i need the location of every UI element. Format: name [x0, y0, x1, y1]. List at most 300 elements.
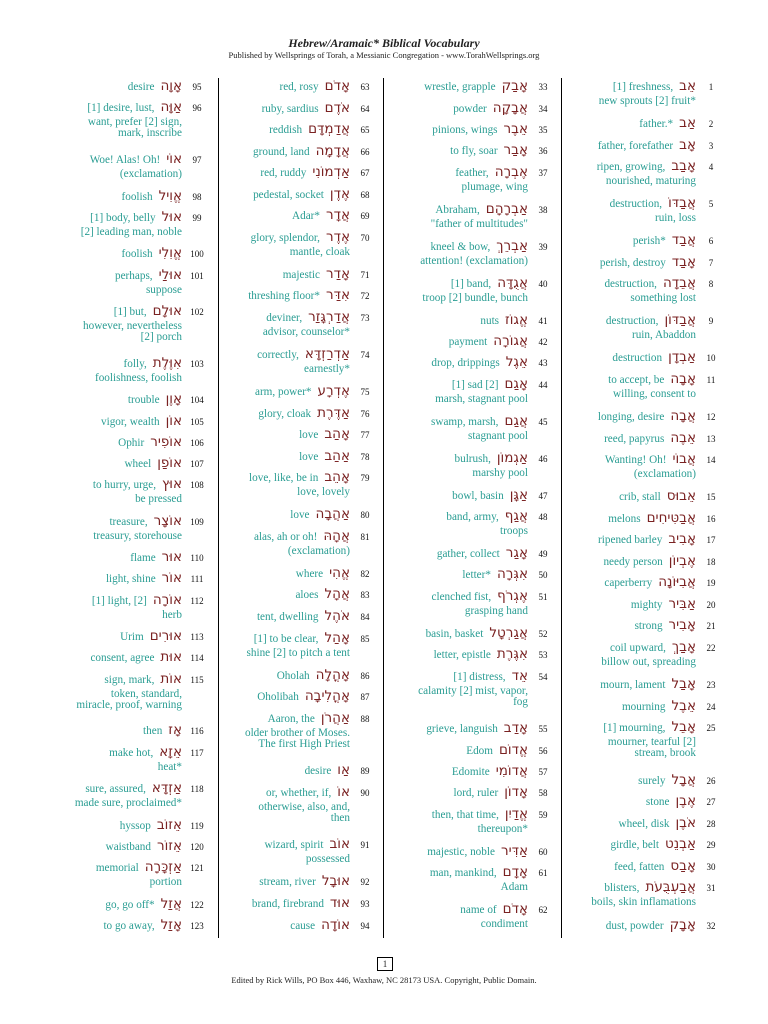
english-gloss: Wanting! Oh! [604, 454, 667, 467]
english-gloss: letter, epistle [433, 649, 491, 662]
entry-number: 13 [706, 433, 716, 444]
vocab-entry [14, 209, 212, 240]
english-gloss-continued: stream, brook [634, 747, 696, 760]
entry-number: 5 [708, 199, 714, 210]
english-gloss: love [299, 429, 319, 442]
vocab-entry-line [222, 667, 380, 687]
english-gloss-continued: calamity [2] mist, vapor, [418, 684, 528, 697]
hebrew-word: אָהֳלִיבָה [304, 688, 350, 705]
english-gloss: band, army, [446, 511, 499, 523]
english-gloss: swamp, marsh, [431, 415, 499, 428]
english-gloss-continued: treasury, storehouse [93, 529, 182, 542]
hebrew-word: אָבַס [670, 857, 696, 874]
vocab-entry-line [14, 649, 212, 669]
vocab-entry [222, 229, 380, 260]
vocab-entry [564, 488, 726, 508]
english-gloss-continued: thereupon* [477, 822, 528, 835]
english-gloss: powder [453, 102, 487, 115]
english-gloss-continued: ruin, Abaddon [631, 329, 696, 342]
vocab-entry [222, 448, 380, 468]
vocab-entry-line [564, 815, 726, 835]
english-gloss: ground, land [253, 145, 310, 158]
vocab-entry [222, 309, 380, 340]
entry-number: 56 [538, 745, 548, 756]
entry-number: 83 [360, 590, 370, 601]
entry-number: 28 [706, 818, 716, 829]
vocab-entry [564, 858, 726, 878]
english-gloss: tent, dwelling [256, 611, 319, 623]
hebrew-word: אֲגֻדָּה [497, 274, 528, 291]
entry-number: 93 [360, 898, 370, 909]
hebrew-word: אֲדָמָה [315, 142, 350, 159]
hebrew-word: אָז [168, 722, 182, 739]
english-gloss: go, go off* [105, 898, 155, 911]
english-gloss-continued: (exclamation) [287, 544, 350, 557]
english-gloss-continued: something lost [630, 292, 696, 305]
hebrew-word: אֲגַם [504, 412, 528, 429]
hebrew-word: אוֹפִיר [150, 433, 182, 450]
english-gloss: glory, cloak [258, 407, 312, 420]
vocab-entry [222, 346, 380, 377]
vocab-entry [222, 565, 380, 585]
column-divider [561, 78, 562, 938]
english-gloss: wizard, spirit [264, 839, 324, 852]
vocab-entry [564, 879, 726, 910]
english-gloss-continued: boils, skin inflamations [591, 896, 696, 909]
hebrew-word: אוּר [161, 549, 182, 566]
english-gloss-continued: heat* [157, 760, 182, 773]
vocab-entry [564, 698, 726, 718]
vocab-entry [14, 570, 212, 590]
vocab-entry [564, 232, 726, 252]
hebrew-word: אוּלָם [152, 303, 182, 319]
entry-number: 118 [190, 784, 204, 795]
vocab-entry-line [222, 586, 380, 606]
english-gloss: ripen, growing, [596, 161, 666, 174]
english-gloss-continued: The first High Priest [258, 737, 350, 750]
entry-number: 66 [360, 146, 370, 157]
vocab-entry [222, 506, 380, 526]
vocab-entry [386, 864, 558, 895]
entry-number: 80 [360, 510, 370, 521]
vocab-entry-line [14, 838, 212, 858]
english-gloss-continued: token, standard, [110, 687, 182, 700]
vocab-entry [222, 186, 380, 206]
entry-number: 90 [360, 787, 370, 798]
entry-number: 122 [190, 899, 204, 910]
vocabulary-column-2 [386, 78, 558, 938]
entry-number: 9 [708, 316, 714, 327]
vocab-entry-line [222, 100, 380, 120]
english-gloss: love [290, 509, 310, 522]
english-gloss: letter* [462, 569, 491, 582]
entry-number: 96 [192, 103, 202, 114]
vocab-entry [14, 455, 212, 475]
vocab-entry [14, 355, 212, 386]
english-gloss-continued: otherwise, also, and, [258, 800, 350, 813]
entry-number: 103 [190, 358, 204, 369]
english-gloss: [1] to be clear, [253, 632, 319, 645]
english-gloss: love, like, be in [249, 472, 319, 485]
entry-number: 43 [538, 358, 548, 369]
vocab-entry [222, 630, 380, 661]
hebrew-word: אַגְמוֹן [496, 449, 528, 466]
english-gloss: pedestal, socket [253, 188, 324, 201]
english-gloss: majestic [282, 268, 320, 281]
english-gloss-continued: mark, inscribe [118, 127, 182, 140]
hebrew-word: אֲגַרְטָל [489, 624, 528, 641]
vocab-entry-line [564, 430, 726, 450]
vocab-entry-line [386, 720, 558, 740]
entry-number: 27 [706, 797, 716, 808]
entry-number: 89 [360, 766, 370, 777]
vocab-entry-line [564, 574, 726, 594]
vocab-entry [222, 710, 380, 752]
vocab-entry [564, 371, 726, 402]
english-gloss-continued: be pressed [135, 493, 182, 506]
entry-number: 30 [706, 861, 716, 872]
english-gloss: girdle, belt [610, 839, 659, 852]
english-gloss: then, that time, [431, 808, 499, 821]
entry-number: 82 [360, 568, 370, 579]
vocab-entry [386, 545, 558, 565]
english-gloss: trouble [127, 394, 160, 407]
english-gloss: memorial [95, 862, 139, 874]
vocab-entry-line [222, 266, 380, 286]
hebrew-word: אֲבַעְבֻּעֹת [645, 879, 696, 896]
vocab-entry [564, 574, 726, 594]
vocab-entry-line [222, 873, 380, 893]
english-gloss-continued: attention! (exclamation) [420, 254, 528, 267]
hebrew-word: אֹדֶם [324, 99, 350, 116]
hebrew-word: אָדֹם [324, 78, 350, 94]
vocab-entry-line [386, 100, 558, 120]
vocab-entry-line [564, 676, 726, 696]
entry-number: 78 [360, 451, 370, 462]
vocab-entry [386, 508, 558, 539]
english-gloss-continued: miracle, proof, warning [76, 698, 182, 711]
english-gloss: mourning [621, 700, 666, 713]
entry-number: 59 [538, 809, 548, 820]
entry-number: 48 [538, 512, 548, 522]
vocab-entry [564, 676, 726, 696]
english-gloss-continued: older brother of Moses. [244, 726, 350, 739]
vocab-entry [564, 815, 726, 835]
vocabulary-column-3 [222, 78, 380, 938]
hebrew-word: אָגַם [504, 375, 528, 392]
entry-number: 54 [538, 671, 548, 682]
vocab-entry [222, 121, 380, 141]
english-gloss: [1] light, [2] [91, 594, 147, 607]
english-gloss: deviner, [266, 311, 303, 324]
vocab-entry [386, 275, 558, 306]
hebrew-word: אָוֶן [165, 391, 182, 408]
hebrew-word: אֲגַף [504, 508, 528, 524]
english-gloss: destruction, [609, 198, 663, 211]
vocab-entry [386, 742, 558, 762]
entry-number: 114 [190, 653, 204, 664]
entry-number: 35 [538, 124, 548, 135]
entry-number: 73 [360, 312, 370, 323]
hebrew-word: אָדָם [502, 864, 528, 881]
english-gloss: then [143, 725, 163, 738]
entry-number: 18 [706, 556, 716, 567]
vocab-entry [386, 100, 558, 120]
english-gloss: cause [290, 919, 316, 932]
english-gloss: clenched fist, [431, 590, 492, 603]
english-gloss-continued: plumage, wing [461, 180, 528, 193]
vocab-entry [14, 513, 212, 544]
hebrew-word: אָדֹם [502, 901, 528, 918]
english-gloss-continued: mourner, tearful [2] [607, 736, 696, 749]
english-gloss-continued: billow out, spreading [601, 656, 696, 668]
entry-number: 87 [360, 692, 370, 703]
vocab-entry-line [564, 254, 726, 274]
vocab-entry [222, 917, 380, 937]
english-gloss: Adar* [292, 210, 320, 223]
vocab-entry [14, 549, 212, 569]
english-gloss-continued: (exclamation) [633, 468, 696, 481]
vocab-entry-line [564, 917, 726, 937]
entry-number: 72 [360, 291, 370, 302]
vocab-entry [386, 333, 558, 353]
english-gloss: [1] sad [2] [451, 378, 499, 391]
vocab-entry [386, 806, 558, 837]
vocab-entry [386, 238, 558, 269]
vocab-entry [564, 639, 726, 670]
vocab-entry-line [222, 143, 380, 163]
english-gloss: pinions, wings [432, 123, 498, 136]
vocab-entry [222, 608, 380, 628]
hebrew-word: אֵבֶר [503, 120, 528, 137]
vocab-entry [222, 586, 380, 606]
english-gloss-continued: troops [500, 525, 528, 537]
entry-number: 50 [538, 570, 548, 581]
vocab-entry [222, 895, 380, 915]
english-gloss-continued: nourished, maturing [605, 175, 696, 188]
hebrew-word: אוֹרָה [152, 591, 182, 608]
hebrew-word: אָזַל [160, 916, 182, 933]
vocab-entry [222, 528, 380, 559]
vocab-entry [222, 667, 380, 687]
english-gloss: flame [130, 552, 156, 565]
entry-number: 92 [360, 877, 370, 888]
vocab-entry [386, 376, 558, 407]
vocab-entry [222, 78, 380, 98]
english-gloss: blisters, [604, 882, 640, 895]
entry-number: 123 [190, 920, 204, 931]
english-gloss: ruby, sardius [261, 102, 319, 115]
english-gloss: sign, mark, [104, 673, 155, 686]
hebrew-word: אֲהָהּ [323, 527, 350, 544]
english-gloss: [1] band, [450, 277, 492, 290]
hebrew-word: אֱדוֹם [498, 741, 528, 758]
hebrew-word: אָהֳלָה [315, 666, 350, 683]
vocab-entry [222, 688, 380, 708]
vocab-entry [222, 784, 380, 826]
english-gloss: perhaps, [115, 269, 153, 282]
hebrew-word: אָבָה [670, 371, 696, 387]
entry-number: 51 [538, 591, 548, 602]
vocab-entry-line [564, 772, 726, 792]
hebrew-word: אַדִּיר [500, 842, 528, 859]
entry-number: 110 [190, 553, 204, 564]
hebrew-word: אָבִיב [668, 531, 696, 548]
hebrew-word: אֲבִיּוֹנָה [658, 574, 696, 591]
vocab-entry [564, 553, 726, 573]
vocab-entry-line [14, 570, 212, 590]
vocab-entry-line [222, 426, 380, 446]
entry-number: 34 [538, 103, 548, 114]
english-gloss: nuts [480, 314, 500, 327]
entry-number: 52 [538, 628, 548, 639]
hebrew-word: אֶבְרָה [494, 163, 528, 180]
entry-number: 46 [538, 453, 548, 464]
vocab-entry-line [222, 78, 380, 98]
entry-number: 36 [538, 146, 548, 157]
english-gloss-continued: marshy pool [472, 466, 528, 479]
entry-number: 71 [360, 269, 370, 280]
vocab-entry-line [564, 553, 726, 573]
vocab-entry [14, 413, 212, 433]
english-gloss: Edom [466, 744, 493, 757]
hebrew-word: אָבַב [671, 158, 696, 175]
english-gloss: threshing floor* [248, 290, 320, 303]
vocab-entry-line [564, 349, 726, 369]
vocab-entry [386, 646, 558, 666]
hebrew-word: אֵזָא [159, 743, 182, 760]
hebrew-word: אוּל [161, 208, 182, 225]
vocab-entry-line [386, 625, 558, 645]
hebrew-word: אוֹן [165, 412, 182, 429]
entry-number: 69 [360, 211, 370, 222]
vocab-entry [564, 137, 726, 157]
english-gloss: desire [304, 765, 332, 778]
vocab-entry [386, 201, 558, 232]
entry-number: 55 [538, 724, 548, 734]
hebrew-word: אָבָק [669, 916, 696, 933]
english-gloss: payment [448, 335, 488, 348]
entry-number: 58 [538, 788, 548, 799]
vocab-entry-line [564, 596, 726, 616]
hebrew-word: אַזְדָּא [151, 780, 182, 797]
hebrew-word: אַו [337, 762, 350, 779]
entry-number: 75 [360, 387, 370, 398]
entry-number: 24 [706, 701, 716, 712]
vocab-entry [14, 78, 212, 98]
entry-number: 113 [190, 632, 204, 643]
vocab-entry [386, 625, 558, 645]
hebrew-word: אוֹב [329, 836, 350, 853]
english-gloss: reddish [269, 124, 303, 137]
hebrew-word: אָגַר [505, 544, 528, 561]
vocab-entry [564, 596, 726, 616]
vocab-entry [564, 349, 726, 369]
hebrew-word: אוּרִים [149, 628, 182, 645]
vocab-entry-line [386, 354, 558, 374]
vocab-entry-line [222, 405, 380, 425]
hebrew-word: אַב [679, 115, 696, 132]
hebrew-word: אֵזוֹב [156, 816, 182, 833]
hebrew-word: אֵגֶל [505, 354, 528, 371]
hebrew-word: אֲבָל [671, 771, 696, 788]
entry-number: 33 [538, 82, 548, 92]
entry-number: 104 [190, 395, 204, 406]
vocab-entry [14, 780, 212, 811]
vocab-entry [564, 275, 726, 306]
vocab-entry [564, 158, 726, 189]
entry-number: 91 [360, 840, 370, 851]
vocab-entry-line [564, 858, 726, 878]
english-gloss: basin, basket [425, 627, 484, 640]
english-gloss-continued: ruin, loss [654, 212, 696, 225]
vocab-entry [386, 843, 558, 863]
hebrew-word: אַבְרֵךְ [496, 237, 528, 254]
hebrew-word: אֲבַד [671, 232, 696, 249]
hebrew-word: אֲדוֹמִי [495, 762, 528, 779]
hebrew-word: אוּבָל [321, 873, 350, 890]
hebrew-word: אֵבֶל [671, 697, 696, 714]
hebrew-word: אוּד [329, 894, 350, 911]
hebrew-word: אַגָּן [509, 486, 528, 503]
english-gloss: love [299, 450, 319, 463]
page-subtitle: Published by Wellsprings of Torah, a Messianic Congregation - www.TorahWellsprings.org [228, 50, 540, 60]
hebrew-word: אֵב [679, 78, 696, 94]
english-gloss: hyssop [119, 819, 151, 832]
vocab-entry-line [14, 817, 212, 837]
english-gloss-continued: love, lovely [297, 486, 350, 499]
hebrew-word: אֶדֶן [329, 185, 350, 202]
english-gloss-continued: herb [162, 608, 182, 621]
english-gloss-continued: advisor, counselor* [262, 325, 350, 338]
entry-number: 119 [190, 820, 204, 831]
vocab-entry-line [386, 843, 558, 863]
english-gloss-continued: new sprouts [2] fruit* [598, 95, 696, 107]
hebrew-word: אֲהָל [324, 586, 350, 603]
vocab-entry [222, 143, 380, 163]
hebrew-word: אֱוִלִי [158, 245, 182, 262]
vocab-entry [386, 901, 558, 932]
entry-number: 42 [538, 336, 548, 347]
english-gloss: glory, splendor, [250, 231, 320, 244]
hebrew-word: אָבֵל [671, 719, 696, 736]
entry-number: 45 [538, 416, 548, 427]
english-gloss-continued: willing, consent to [613, 388, 696, 400]
english-gloss: lord, ruler [453, 787, 499, 800]
english-gloss: crib, stall [619, 491, 661, 504]
hebrew-word: אֲדַרְגָּזַר [308, 308, 350, 325]
entry-number: 61 [538, 868, 548, 879]
hebrew-word: אֱדַיִן [504, 805, 528, 822]
vocab-entry-line [386, 763, 558, 783]
vocab-entry [222, 383, 380, 403]
vocab-entry-line [222, 762, 380, 782]
hebrew-word: אוֹצָר [153, 512, 182, 529]
english-gloss-continued: mantle, cloak [289, 245, 350, 258]
entry-number: 107 [190, 458, 204, 469]
english-gloss: drop, drippings [431, 357, 500, 370]
hebrew-word: אַדֶּרֶת [317, 404, 350, 421]
english-gloss-continued: earnestly* [304, 363, 350, 375]
vocab-entry [14, 434, 212, 454]
english-gloss: Oholibah [257, 691, 299, 704]
vocab-entry [222, 762, 380, 782]
entry-number: 12 [706, 412, 716, 422]
entry-number: 115 [190, 674, 204, 685]
english-gloss-continued: however, nevertheless [83, 320, 182, 332]
vocabulary-column-4 [14, 78, 212, 938]
english-gloss: wheel [124, 457, 152, 470]
